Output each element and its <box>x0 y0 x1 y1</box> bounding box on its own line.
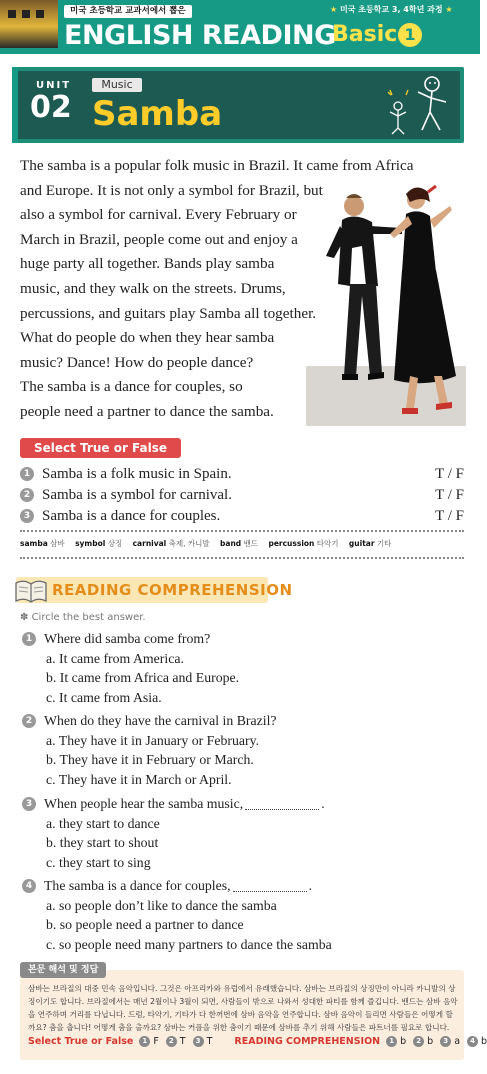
answer-option[interactable]: a. It came from America. <box>46 651 184 666</box>
unit-title: Samba <box>92 94 223 134</box>
answer-key-value: b <box>481 1036 487 1047</box>
answer-key-item <box>139 1036 158 1047</box>
tf-item <box>20 464 464 484</box>
comprehension-title: READING COMPREHENSION <box>52 581 293 599</box>
answer-key-item <box>440 1036 460 1047</box>
answer-key-value: F <box>153 1036 159 1047</box>
question-text: The samba is a dance for couples, <box>44 878 231 893</box>
passage-line: percussions, and guitars play Samba all together. <box>20 304 317 322</box>
true-false-label: Select True or False <box>20 438 181 458</box>
answer-key-num: 1 <box>386 1036 397 1047</box>
answer-key-value: b <box>427 1036 434 1047</box>
tf-item-text: Samba is a dance for couples. <box>42 507 221 524</box>
vocab-en: guitar <box>348 539 375 548</box>
answer-key <box>28 1036 487 1047</box>
header-tag-right: ★ 미국 초등학교 3, 4학년 과정 ★ <box>330 5 453 14</box>
vocab-ko: 타악기 <box>316 539 339 548</box>
answer-key-num: 3 <box>440 1036 451 1047</box>
answer-key-num: 2 <box>166 1036 177 1047</box>
question-number: 3 <box>22 797 36 811</box>
question-number: 4 <box>22 879 36 893</box>
passage-line: music? Dance! How do people dance? <box>20 353 254 371</box>
translation-tab: 본문 해석 및 정답 <box>20 962 106 978</box>
answer-key-item <box>193 1036 213 1047</box>
vocab-ko: 상징 <box>107 539 123 548</box>
vocab-ko: 삼바 <box>50 539 65 548</box>
question-number: 1 <box>22 632 36 646</box>
answer-key-num: 3 <box>193 1036 204 1047</box>
answer-key-value: T <box>179 1036 186 1047</box>
question-number: 2 <box>22 714 36 728</box>
passage-line: What do people do when they hear samba <box>20 329 275 347</box>
vocab-en: symbol <box>75 539 106 548</box>
vocab-en: band <box>220 539 242 548</box>
passage-line: The samba is a popular folk music in Brazil. It came from Africa <box>20 157 414 174</box>
answer-key-item <box>386 1036 406 1047</box>
answer-option[interactable]: a. They have it in January or February. <box>46 733 260 748</box>
answer-option[interactable]: c. so people need many partners to dance the samba <box>46 936 332 952</box>
answer-key-tf-label: Select True or False <box>28 1036 134 1047</box>
answer-option[interactable]: b. It came from Africa and Europe. <box>46 670 240 686</box>
passage-line: huge party all together. Bands play samba <box>20 255 275 273</box>
translation-text: 삼바는 브라질의 대중 민속 음악입니다. 그것은 아프리카와 유럽에서 유래했습니다. 삼바는 브라질의 상징만이 아니라 카니발의 상징이기도 합니다. 브라질에서는 매년 2월이나 3월이 되면, 사람들이 밖으로 나와서 성대한 파티를 함께 즐깁니다. 밴드는 삼바 음악을 연주하며 거리를 다닙니다. 드럼, 타악기, 기타가 다 한꺼번에 삼바 음악을 연주합니다. 삼바 음악이 들리면 사람들은 어떻게 할까요? 춤을 춥니다! 어떻게 춤을 출까요? 삼바는 커플을 위한 춤이기 때문에 삼바를 추기 위해 사람들은 파트너를 필요로 합니다. <box>28 984 458 1032</box>
question-text: Where did samba come from? <box>44 631 211 646</box>
tf-choice[interactable]: T / F <box>435 486 464 503</box>
header-level-badge: 1 <box>398 23 422 47</box>
answer-option[interactable]: a. they start to dance <box>46 816 160 831</box>
tf-choice[interactable]: T / F <box>435 507 464 524</box>
header-subtitle: Basic <box>332 22 398 47</box>
answer-key-rc-label: READING COMPREHENSION <box>234 1036 381 1047</box>
answer-key-item <box>467 1036 487 1047</box>
answer-key-value: b <box>400 1036 407 1047</box>
answer-option[interactable]: b. they start to shout <box>46 835 159 851</box>
tf-item-number: 2 <box>20 488 34 502</box>
tf-item <box>20 506 464 526</box>
question-text: When people hear the samba music, <box>44 796 244 811</box>
answer-key-value: T <box>206 1036 213 1047</box>
answer-key-item <box>166 1036 186 1047</box>
passage-line: March in Brazil, people come out and enjoy a <box>20 230 298 248</box>
answer-option[interactable]: a. so people don’t like to dance the samba <box>46 898 277 913</box>
instruction-text: Circle the best answer. <box>31 612 146 623</box>
answer-blank <box>245 798 319 810</box>
answer-key-num: 2 <box>413 1036 424 1047</box>
answer-option[interactable]: b. so people need a partner to dance <box>46 917 244 933</box>
passage-line: and Europe. It is not only a symbol for Brazil, but <box>20 181 323 199</box>
answer-key-value: a <box>454 1036 461 1047</box>
vocab-ko: 밴드 <box>243 539 259 548</box>
question-end: . <box>308 878 313 893</box>
divider <box>20 530 464 532</box>
tf-item-number: 3 <box>20 509 34 523</box>
question-block <box>22 629 462 707</box>
divider <box>20 557 464 559</box>
tf-item <box>20 485 464 505</box>
passage-line: people need a partner to dance the samba. <box>20 402 274 420</box>
vocab-en: percussion <box>268 539 315 548</box>
vocab-en: samba <box>20 539 48 548</box>
header-tag-right-text: 미국 초등학교 3, 4학년 과정 <box>339 5 443 14</box>
question-block <box>22 794 462 872</box>
tf-item-text: Samba is a folk music in Spain. <box>42 465 232 482</box>
dancers-image <box>306 176 466 426</box>
unit-category: Music <box>92 78 142 92</box>
unit-stripe <box>12 67 18 143</box>
answer-blank <box>233 880 307 892</box>
answer-option[interactable]: c. It came from Asia. <box>46 689 162 705</box>
passage-line: also a symbol for carnival. Every February or <box>20 206 297 224</box>
answer-option[interactable]: b. They have it in February or March. <box>46 752 254 768</box>
answer-option[interactable]: c. they start to sing <box>46 854 151 870</box>
question-block <box>22 876 462 954</box>
question-block <box>22 711 462 789</box>
tf-item-number: 1 <box>20 467 34 481</box>
tf-item-text: Samba is a symbol for carnival. <box>42 486 232 503</box>
question-text: When do they have the carnival in Brazil? <box>44 713 277 728</box>
vocab-ko: 축제, 카니발 <box>168 539 210 548</box>
unit-word: UNIT <box>36 80 72 91</box>
open-book-icon <box>14 575 48 605</box>
answer-key-item <box>413 1036 433 1047</box>
vocab-ko: 기타 <box>376 539 392 548</box>
passage-line: The samba is a dance for couples, so <box>20 378 243 396</box>
stick-figure-icon <box>380 72 458 138</box>
header-tag-left: 미국 초등학교 교과서에서 뽑은 <box>64 5 192 18</box>
passage-line: music, and they walk on the streets. Drums, <box>20 279 286 297</box>
question-end: . <box>321 796 325 811</box>
answer-key-num: 1 <box>139 1036 150 1047</box>
unit-number: 02 <box>30 90 72 125</box>
header-title: ENGLISH READING <box>64 20 336 51</box>
tf-choice[interactable]: T / F <box>435 465 464 482</box>
vocab-en: carnival <box>132 539 167 548</box>
bus-photo <box>0 0 58 48</box>
answer-option[interactable]: c. They have it in March or April. <box>46 771 232 787</box>
answer-key-num: 4 <box>467 1036 478 1047</box>
vocab-list <box>20 538 399 549</box>
comprehension-instruction: ✽ Circle the best answer. <box>20 612 146 623</box>
